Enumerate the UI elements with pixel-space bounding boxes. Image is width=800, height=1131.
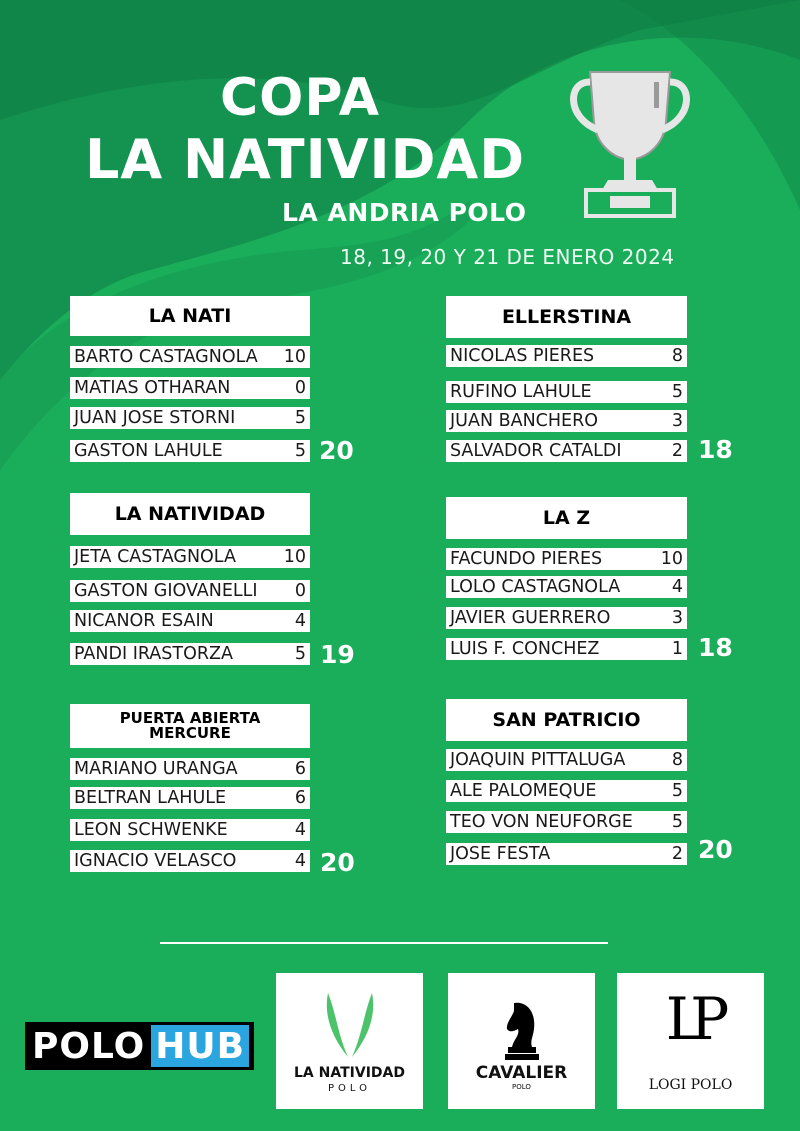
player-handicap: 4 <box>671 577 683 597</box>
team-header-ellerstina: ELLERSTINA <box>446 296 687 338</box>
cavalier-logo <box>448 973 595 1109</box>
player-handicap: 2 <box>671 441 683 461</box>
la-natividad-logo-line-1: LA NATIVIDAD <box>294 1065 405 1081</box>
player-row <box>70 819 310 841</box>
player-row <box>70 643 310 665</box>
team-header-la-z: LA Z <box>446 497 687 539</box>
cavalier-logo-line-1: CAVALIER <box>475 1063 568 1083</box>
player-handicap: 5 <box>294 644 306 664</box>
player-handicap: 4 <box>294 611 306 631</box>
trophy-icon <box>568 62 692 222</box>
player-name: PANDI IRASTORZA <box>74 644 233 664</box>
logi-polo-logo-text: LOGI POLO <box>648 1077 733 1093</box>
player-handicap: 8 <box>671 750 683 770</box>
player-row <box>446 811 687 833</box>
player-handicap: 0 <box>294 378 306 398</box>
player-row <box>70 787 310 809</box>
player-name: RUFINO LAHULE <box>450 382 592 402</box>
team-total: 20 <box>698 835 733 864</box>
player-row <box>70 407 310 429</box>
player-handicap: 2 <box>671 844 683 864</box>
player-name: GASTON LAHULE <box>74 441 223 461</box>
player-name: TEO VON NEUFORGE <box>450 812 633 832</box>
player-name: IGNACIO VELASCO <box>74 851 237 871</box>
player-handicap: 5 <box>294 441 306 461</box>
team-total: 20 <box>320 848 355 877</box>
player-handicap: 5 <box>294 408 306 428</box>
player-name: JETA CASTAGNOLA <box>74 547 236 567</box>
player-row <box>446 345 687 367</box>
player-row <box>446 440 687 462</box>
cavalier-logo-line-2: POLO <box>512 1083 531 1091</box>
player-row <box>70 850 310 872</box>
event-dates: 18, 19, 20 Y 21 DE ENERO 2024 <box>340 245 675 269</box>
venue-name: LA ANDRIA POLO <box>282 198 527 227</box>
player-handicap: 0 <box>294 581 306 601</box>
player-name: JOAQUIN PITTALUGA <box>450 750 626 770</box>
player-row <box>70 440 310 462</box>
player-row <box>70 580 310 602</box>
player-handicap: 5 <box>671 781 683 801</box>
player-handicap: 6 <box>294 788 306 808</box>
player-name: BARTO CASTAGNOLA <box>74 347 258 367</box>
player-row <box>446 576 687 598</box>
team-name-line-1: PUERTA ABIERTA <box>119 709 261 727</box>
player-name: SALVADOR CATALDI <box>450 441 622 461</box>
player-name: LOLO CASTAGNOLA <box>450 577 621 597</box>
team-header-puerta-abierta <box>70 704 310 748</box>
player-row <box>446 548 687 570</box>
polohub-logo <box>25 1022 254 1070</box>
player-handicap: 10 <box>660 549 683 569</box>
player-name: LEON SCHWENKE <box>74 820 228 840</box>
la-natividad-polo-logo <box>276 973 423 1109</box>
player-name: MATIAS OTHARAN <box>74 378 231 398</box>
team-header-la-natividad: LA NATIVIDAD <box>70 493 310 535</box>
player-handicap: 4 <box>294 851 306 871</box>
player-handicap: 1 <box>671 639 683 659</box>
player-handicap: 10 <box>283 347 306 367</box>
player-handicap: 3 <box>671 411 683 431</box>
polohub-text-hub: HUB <box>151 1025 249 1067</box>
player-row <box>446 607 687 629</box>
player-row <box>70 610 310 632</box>
player-name: JAVIER GUERRERO <box>450 608 611 628</box>
player-handicap: 5 <box>671 812 683 832</box>
knight-icon <box>504 999 540 1061</box>
player-handicap: 8 <box>671 346 683 366</box>
player-handicap: 4 <box>294 820 306 840</box>
player-handicap: 6 <box>294 759 306 779</box>
polohub-text-polo: POLO <box>32 1025 146 1067</box>
player-handicap: 10 <box>283 547 306 567</box>
logi-polo-logo <box>617 973 764 1109</box>
player-name: JUAN JOSE STORNI <box>74 408 236 428</box>
player-row <box>446 843 687 865</box>
team-total: 19 <box>320 640 355 669</box>
player-row <box>446 780 687 802</box>
logi-polo-monogram: LP <box>665 985 716 1053</box>
la-natividad-logo-line-2: POLO <box>328 1083 371 1094</box>
player-handicap: 5 <box>671 382 683 402</box>
player-name: GASTON GIOVANELLI <box>74 581 258 601</box>
player-name: ALE PALOMEQUE <box>450 781 597 801</box>
team-name-line-2: MERCURE <box>149 724 231 742</box>
player-name: LUIS F. CONCHEZ <box>450 639 600 659</box>
title-line-2: LA NATIVIDAD <box>84 128 526 191</box>
player-name: BELTRAN LAHULE <box>74 788 227 808</box>
player-row <box>446 381 687 403</box>
player-row <box>70 546 310 568</box>
player-row <box>70 758 310 780</box>
team-header-la-nati: LA NATI <box>70 296 310 336</box>
divider <box>160 942 608 944</box>
player-name: JOSE FESTA <box>450 844 551 864</box>
player-row <box>446 638 687 660</box>
horns-icon <box>322 991 378 1061</box>
team-total: 18 <box>698 633 733 662</box>
player-name: JUAN BANCHERO <box>450 411 599 431</box>
player-row <box>70 377 310 399</box>
player-name: NICANOR ESAIN <box>74 611 214 631</box>
player-name: MARIANO URANGA <box>74 759 238 779</box>
player-handicap: 3 <box>671 608 683 628</box>
player-row <box>446 410 687 432</box>
team-header-san-patricio: SAN PATRICIO <box>446 699 687 741</box>
player-name: FACUNDO PIERES <box>450 549 603 569</box>
title-line-1: COPA <box>220 68 380 128</box>
player-row <box>446 749 687 771</box>
team-total: 18 <box>698 435 733 464</box>
team-total: 20 <box>319 436 354 465</box>
player-name: NICOLAS PIERES <box>450 346 595 366</box>
player-row <box>70 346 310 368</box>
